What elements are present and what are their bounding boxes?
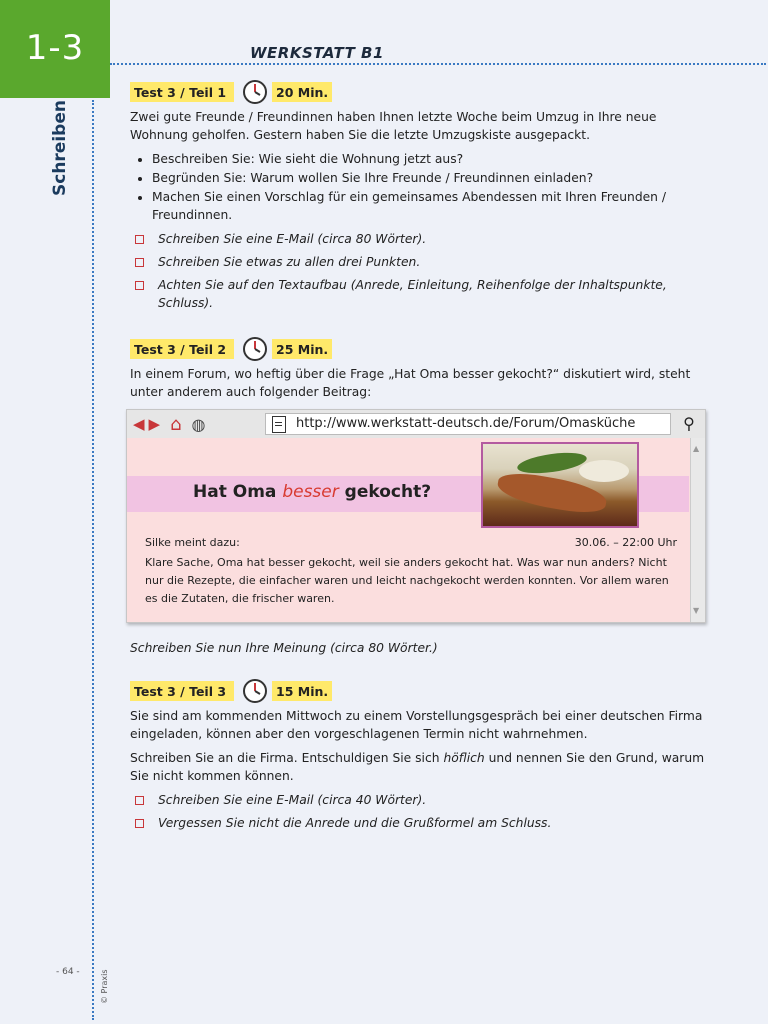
test3-tag: Test 3 / Teil 3 — [130, 681, 234, 701]
forward-arrow-icon[interactable]: ▶ — [148, 414, 161, 433]
text-part: und nennen Sie den Grund, warum Sie nicht kommen können. — [130, 751, 705, 783]
checkbox-icon — [135, 235, 144, 244]
test2-time: 25 Min. — [272, 339, 332, 359]
test1-task — [130, 230, 708, 248]
test1-task — [130, 276, 708, 312]
forum-title — [193, 483, 431, 501]
task-text: Vergessen Sie nicht die Anrede und die Grußformel am Schluss. — [158, 816, 552, 830]
clock-icon — [242, 678, 268, 704]
test2-intro: In einem Forum, wo heftig über die Frage „Hat Oma besser gekocht?“ diskutiert wird, steht unter anderem auch folgender Beitrag: — [130, 367, 691, 399]
clock-icon — [242, 336, 268, 362]
test1-time: 20 Min. — [272, 82, 332, 102]
section-label: Schreiben — [50, 100, 70, 196]
chapter-number: 1-3 — [25, 28, 85, 68]
test1-tag: Test 3 / Teil 1 — [130, 82, 234, 102]
globe-icon[interactable]: ◍ — [191, 414, 206, 434]
post-text: Klare Sache, Oma hat besser gekocht, weil sie anders gekocht hat. Was war nun anders? Nicht nur die Rezepte, die einfacher waren und leicht nachgekocht werden konnten. Vor allem waren es die Zutaten, die frischer waren. — [145, 556, 669, 605]
checkbox-icon — [135, 796, 144, 805]
emphasis: höflich — [443, 751, 485, 765]
clock-icon — [242, 79, 268, 105]
checkbox-icon — [135, 258, 144, 267]
task-text: Schreiben Sie eine E-Mail (circa 40 Wörter). — [158, 793, 427, 807]
test3-header — [130, 679, 708, 703]
test2-instruction: Schreiben Sie nun Ihre Meinung (circa 80 Wörter.) — [130, 641, 438, 655]
test1-bullet: • Machen Sie einen Vorschlag für ein gemeinsames Abendessen mit Ihren Freunden / Freundinnen. — [152, 188, 708, 224]
task-text: Schreiben Sie eine E-Mail (circa 80 Wörter). — [158, 232, 427, 246]
search-icon[interactable]: ⚲ — [683, 414, 695, 433]
test2-tag: Test 3 / Teil 2 — [130, 339, 234, 359]
test3-line2 — [130, 749, 708, 785]
task-text: Schreiben Sie etwas zu allen drei Punkten. — [158, 255, 421, 269]
browser-window — [126, 409, 706, 623]
test1-intro: Zwei gute Freunde / Freundinnen haben Ihnen letzte Woche beim Umzug in Ihre neue Wohnung geholfen. Gestern haben Sie die letzte Umzugskiste ausgepackt. — [130, 110, 657, 142]
test2-header — [130, 337, 708, 361]
page-number: - 64 - — [56, 967, 80, 977]
home-icon[interactable]: ⌂ — [170, 413, 182, 435]
title-part: Hat Oma — [193, 482, 277, 502]
page-icon — [272, 416, 286, 433]
post-date: 30.06. – 22:00 Uhr — [574, 536, 677, 549]
copyright: © Praxis — [100, 969, 109, 1004]
scrollbar[interactable] — [690, 438, 705, 622]
food-photo — [481, 442, 639, 528]
browser-toolbar — [127, 410, 705, 438]
test3-task — [130, 791, 708, 809]
address-bar[interactable] — [265, 413, 671, 435]
test1-bullet: • Beschreiben Sie: Wie sieht die Wohnung jetzt aus? — [152, 150, 708, 168]
main-content — [130, 80, 708, 837]
task-text: Achten Sie auf den Textaufbau (Anrede, Einleitung, Reihenfolge der Inhaltspunkte, Schluss). — [158, 278, 667, 310]
text-part: Schreiben Sie an die Firma. Entschuldigen Sie sich — [130, 751, 440, 765]
back-arrow-icon[interactable]: ◀ — [133, 414, 145, 433]
test3-intro: Sie sind am kommenden Mittwoch zu einem Vorstellungsgespräch bei einer deutschen Firma eingeladen, können aber den vorgeschlagenen Termin nicht wahrnehmen. — [130, 709, 703, 741]
url-text: http://www.werkstatt-deutsch.de/Forum/Omasküche — [296, 416, 636, 431]
vertical-divider — [92, 100, 94, 1020]
test1-bullet: • Begründen Sie: Warum wollen Sie Ihre Freunde / Freundinnen einladen? — [152, 169, 708, 187]
test3-time: 15 Min. — [272, 681, 332, 701]
chapter-badge — [0, 0, 110, 98]
checkbox-icon — [135, 819, 144, 828]
header-divider — [110, 63, 766, 65]
test1-task — [130, 253, 708, 271]
browser-content — [127, 438, 705, 622]
post-author: Silke meint dazu: — [145, 536, 240, 549]
browser-nav — [133, 413, 265, 435]
test3-task — [130, 814, 708, 832]
test1-bullets — [130, 150, 708, 224]
checkbox-icon — [135, 281, 144, 290]
forum-post — [145, 534, 677, 608]
title-highlight: besser — [282, 482, 339, 502]
test1-header — [130, 80, 708, 104]
title-part: gekocht? — [344, 482, 432, 502]
brand-title: WERKSTATT B1 — [250, 44, 384, 62]
